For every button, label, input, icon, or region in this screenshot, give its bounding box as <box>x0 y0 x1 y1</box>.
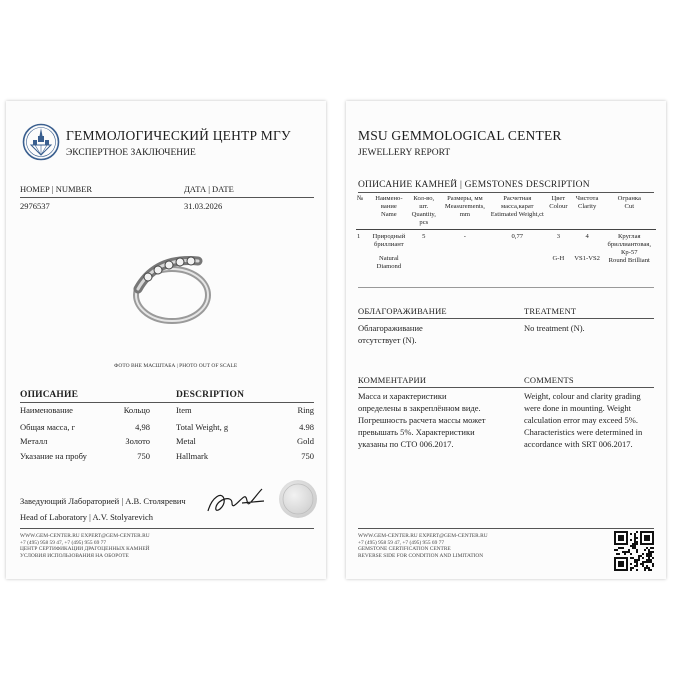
footer-line: УСЛОВИЯ ИСПОЛЬЗОВАНИЯ НА ОБОРОТЕ <box>20 552 129 559</box>
item-en-label: Item <box>176 405 192 415</box>
comments-ru: Масса и характеристики определены в закреплённом виде. Погрешность расчета массы может превышать 5%. Характеристики указаны по СТО 006.2017. <box>358 391 486 449</box>
table-bottom-rule <box>358 287 654 288</box>
gem-measure: - <box>463 233 466 240</box>
col-weight: Расчетная масса,карат Estimated Weight,ct <box>490 195 545 230</box>
seal-icon <box>278 479 318 519</box>
footer-line: WWW.GEM-CENTER.RU EXPERT@GEM-CENTER.RU <box>20 533 150 539</box>
treatment-divider <box>358 318 654 319</box>
gem-name: Природный бриллиант Natural Diamond <box>372 233 406 270</box>
desc-en-heading: DESCRIPTION <box>176 390 245 400</box>
head-of-lab-en: Head of Laboratory | A.V. Stolyarevich <box>20 512 154 522</box>
right-page <box>346 101 666 579</box>
gem-qty: 5 <box>422 233 426 240</box>
msu-logo-icon <box>22 123 60 161</box>
comments-divider <box>358 387 654 388</box>
gemstones-table <box>356 195 656 271</box>
gem-colour: 3 G-H <box>552 233 565 262</box>
hallmark-en-value: 750 <box>301 451 314 461</box>
hallmark-ru-label: Указание на пробу <box>20 451 87 461</box>
comments-en: Weight, colour and clarity grading were done in mounting. Weight calculation error may exceed 5%. Characteristics were determined in accordance with SRT 006.2017. <box>524 391 643 449</box>
signature-icon <box>202 485 268 521</box>
col-name: Наимено-вание Name <box>370 195 407 230</box>
item-en-value: Ring <box>297 405 314 415</box>
treatment-ru-line1: Облагораживание <box>358 323 423 333</box>
table-row <box>356 230 656 272</box>
comments-ru-heading: КОММЕНТАРИИ <box>358 375 427 385</box>
hallmark-en-label: Hallmark <box>176 451 209 461</box>
treatment-en: No treatment (N). <box>524 323 585 333</box>
treatment-en-heading: TREATMENT <box>524 306 577 316</box>
desc-ru-heading: ОПИСАНИЕ <box>20 390 79 400</box>
col-cut: Огранка Cut <box>603 195 656 230</box>
qr-code-icon <box>614 531 654 571</box>
desc-divider <box>20 402 314 403</box>
footer-line: WWW.GEM-CENTER.RU EXPERT@GEM-CENTER.RU <box>358 533 488 539</box>
col-colour: Цвет Colour <box>545 195 572 230</box>
footer-line: ЦЕНТР СЕРТИФИКАЦИИ ДРАГОЦЕННЫХ КАМНЕЙ <box>20 546 150 553</box>
footer-divider <box>358 528 654 529</box>
head-of-lab-ru: Заведующий Лабораторией | А.В. Столяревич <box>20 496 186 506</box>
number-value: 2976537 <box>20 201 50 211</box>
item-ru-value: Кольцо <box>123 405 150 415</box>
col-clarity: Чистота Clarity <box>572 195 603 230</box>
gem-num: 1 <box>357 233 361 240</box>
left-page <box>6 101 326 579</box>
col-num: № <box>356 195 370 230</box>
treatment-ru-line2: отсутствует (N). <box>358 335 417 345</box>
hallmark-ru-value: 750 <box>137 451 150 461</box>
item-ru-label: Наименование <box>20 405 73 415</box>
date-label: ДАТА | DATE <box>184 184 234 194</box>
ring-photo <box>126 249 216 329</box>
comments-en-heading: COMMENTS <box>524 375 574 385</box>
photo-caption: ФОТО ВНЕ МАСШТАБА | PHOTO OUT OF SCALE <box>114 363 238 369</box>
report-type-en: JEWELLERY REPORT <box>358 148 451 158</box>
metal-en-value: Gold <box>297 436 314 446</box>
number-label: НОМЕР | NUMBER <box>20 184 93 194</box>
metal-en-label: Metal <box>176 436 196 446</box>
footer-line: GEMSTONE CERTIFICATION CENTRE <box>358 546 451 553</box>
org-title-en: MSU GEMMOLOGICAL CENTER <box>358 128 562 143</box>
gem-clarity: 4 VS1-VS2 <box>574 233 600 262</box>
col-quantity: Кол-во, шт. Quantity, pcs <box>407 195 440 230</box>
left-footer <box>20 533 150 559</box>
gem-heading: ОПИСАНИЕ КАМНЕЙ | GEMSTONES DESCRIPTION <box>358 180 590 190</box>
footer-line: REVERSE SIDE FOR CONDITION AND LIMITATION <box>358 552 484 559</box>
right-footer <box>358 533 488 559</box>
footer-line: +7 (495) 958 59 47, +7 (495) 955 69 77 <box>20 539 107 546</box>
metal-ru-value: Золото <box>125 436 150 446</box>
weight-ru-value: 4,98 <box>135 422 150 432</box>
weight-ru-label: Общая масса, г <box>20 422 76 432</box>
report-type-ru: ЭКСПЕРТНОЕ ЗАКЛЮЧЕНИЕ <box>66 148 196 158</box>
date-value: 31.03.2026 <box>184 201 223 211</box>
gem-weight: 0,77 <box>511 233 524 240</box>
gem-cut: Круглая бриллиантовая, Кр-57 Round Brilliant <box>607 233 651 264</box>
footer-divider <box>20 528 314 529</box>
weight-en-label: Total Weight, g <box>176 422 229 432</box>
col-measurements: Размеры, мм Measurements, mm <box>440 195 489 230</box>
weight-en-value: 4.98 <box>299 422 314 432</box>
metal-ru-label: Металл <box>20 436 48 446</box>
header-divider <box>20 197 314 198</box>
org-title-ru: ГЕММОЛОГИЧЕСКИЙ ЦЕНТР МГУ <box>66 128 291 143</box>
treatment-ru-heading: ОБЛАГОРАЖИВАНИЕ <box>358 306 447 316</box>
gem-divider <box>358 192 654 193</box>
footer-line: +7 (495) 958 59 47, +7 (495) 955 69 77 <box>358 539 445 546</box>
